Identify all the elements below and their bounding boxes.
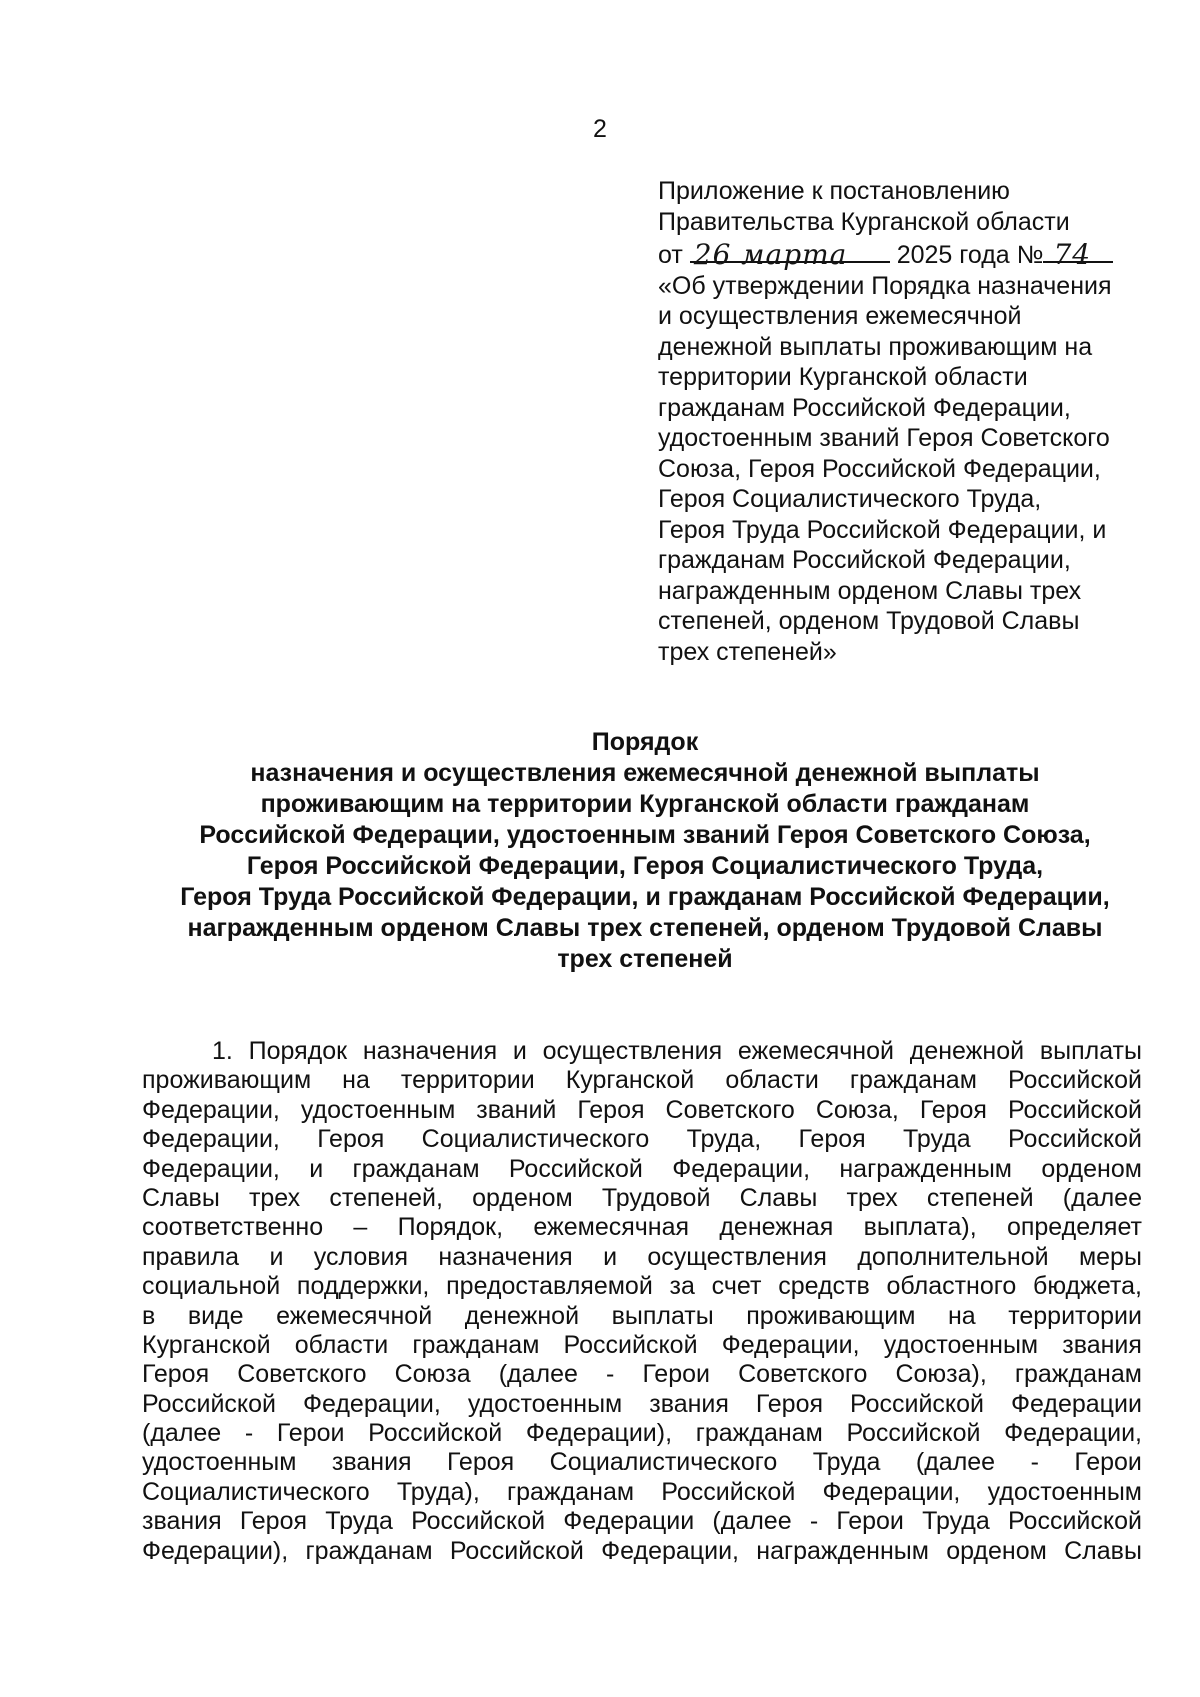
body-line-text <box>142 1390 1142 1419</box>
body-word: Славы <box>1064 1536 1142 1565</box>
body-line <box>142 1478 1142 1507</box>
body-line-text <box>142 1125 1142 1154</box>
body-line <box>142 1419 1142 1448</box>
body-word: Российской <box>411 1507 546 1536</box>
body-word: Российской <box>142 1389 276 1418</box>
body-word: проживающим <box>142 1066 312 1095</box>
body-word: выплата), <box>863 1213 977 1242</box>
body-word: степеней <box>926 1183 1034 1212</box>
body-word: (далее <box>915 1448 996 1477</box>
body-word: награжденным <box>756 1536 929 1565</box>
body-word: Порядок <box>248 1037 348 1065</box>
body-word: награжденным <box>839 1154 1012 1183</box>
body-line <box>142 1125 1142 1154</box>
title-line: Героя Труда Российской Федерации, и гражданам Российской Федерации, <box>180 883 1110 911</box>
body-word: (далее <box>498 1360 578 1389</box>
body-line <box>142 1331 1142 1360</box>
body-word: бюджета, <box>1033 1272 1142 1301</box>
body-word: и <box>309 1154 324 1183</box>
page-number: 2 <box>593 115 607 143</box>
appendix-line-2: Правительства Курганской области <box>658 207 1070 236</box>
body-word: осуществления <box>647 1242 827 1271</box>
body-line-text <box>142 1272 1142 1301</box>
body-word: осуществления <box>542 1037 723 1065</box>
appendix-subject-line: денежной выплаты проживающим на <box>658 332 1093 361</box>
body-word: виде <box>187 1301 244 1330</box>
body-word: звания <box>1062 1330 1142 1359</box>
body-word: Федерации, <box>672 1154 811 1183</box>
body-word: Труда <box>325 1507 393 1536</box>
body-word: - <box>244 1419 254 1448</box>
body-line <box>142 1272 1142 1301</box>
body-word: Героя <box>447 1448 515 1477</box>
body-word: и <box>512 1037 527 1065</box>
body-word: Российской <box>1007 1125 1142 1154</box>
body-line <box>142 1360 1142 1389</box>
body-word: Федерации, <box>142 1095 280 1124</box>
body-word: Российской <box>846 1419 981 1448</box>
body-word: Советского <box>665 1095 795 1124</box>
body-word: Социалистического <box>421 1125 650 1154</box>
body-word: областного <box>886 1272 1017 1301</box>
body-word: звания <box>331 1448 412 1477</box>
appendix-line-1: Приложение к постановлению <box>658 177 1010 205</box>
body-word: и <box>269 1242 284 1271</box>
body-word: Российской <box>1007 1095 1142 1124</box>
appendix-block <box>658 176 1178 667</box>
body-word: гражданам <box>305 1536 433 1565</box>
body-word: звания <box>142 1507 222 1536</box>
body-word: удостоенным <box>467 1389 623 1418</box>
body-word: Герои <box>836 1507 904 1536</box>
body-word: Российской <box>508 1154 643 1183</box>
body-word: гражданам <box>507 1477 635 1506</box>
body-line-text <box>142 1302 1142 1331</box>
body-word: (далее <box>1062 1183 1142 1212</box>
body-line <box>142 1096 1142 1125</box>
appendix-subject-line: территории Курганской области <box>658 363 1028 391</box>
body-word: Курганской <box>565 1066 695 1095</box>
body-word: (далее <box>142 1419 222 1448</box>
body-word: Герои <box>1074 1448 1142 1477</box>
body-word: Герои <box>276 1419 345 1448</box>
body-word: (далее <box>712 1507 792 1536</box>
body-word: удостоенным <box>300 1095 456 1124</box>
body-word: - <box>1030 1448 1039 1477</box>
appendix-subject-line: гражданам Российской Федерации, <box>658 546 1071 574</box>
body-line-text <box>142 1360 1142 1389</box>
body-word: средств <box>778 1272 870 1301</box>
body-word: - <box>606 1360 615 1389</box>
appendix-subject-line: Союза, Героя Российской Федерации, <box>658 454 1101 483</box>
appendix-subject-line: степеней, орденом Трудовой Славы <box>658 607 1080 635</box>
body-line-text <box>212 1037 1142 1066</box>
body-word: 1. <box>212 1037 233 1065</box>
document-title <box>120 727 1170 975</box>
body-line-text <box>142 1096 1142 1125</box>
body-word: Федерации, <box>142 1154 280 1183</box>
body-word: ежемесячной <box>737 1037 894 1065</box>
body-line <box>142 1037 1142 1066</box>
body-word: – <box>353 1213 368 1242</box>
body-word: Федерации), <box>142 1536 289 1565</box>
body-word: за <box>669 1272 695 1301</box>
body-word: гражданам <box>1014 1360 1142 1389</box>
body-word: территории <box>400 1066 535 1095</box>
body-word: Российской <box>449 1536 584 1565</box>
body-word: Федерации, <box>1004 1419 1142 1448</box>
body-word: орденом <box>1041 1154 1142 1183</box>
body-word: Славы <box>739 1183 818 1212</box>
body-word: Союза <box>394 1360 471 1389</box>
body-line-text <box>142 1066 1142 1095</box>
body-word: - <box>809 1507 819 1536</box>
handwritten-date: 26 марта <box>693 237 848 271</box>
handwritten-number: 74 <box>1053 237 1092 271</box>
body-line-text <box>142 1537 1142 1566</box>
body-word: назначения <box>438 1242 573 1271</box>
body-word: выплаты <box>1039 1037 1142 1065</box>
body-word: гражданам <box>695 1419 823 1448</box>
body-word: счет <box>711 1272 762 1301</box>
body-word: Героя <box>919 1095 987 1124</box>
appendix-subject-line: «Об утверждении Порядка назначения <box>658 271 1112 300</box>
body-line <box>142 1243 1142 1272</box>
body-line <box>142 1448 1142 1477</box>
title-line: назначения и осуществления ежемесячной денежной выплаты <box>250 759 1040 787</box>
body-word: Советского <box>237 1360 367 1389</box>
title-line: проживающим на территории Курганской области гражданам <box>260 790 1030 818</box>
body-line <box>142 1537 1142 1566</box>
body-word: гражданам <box>849 1066 977 1095</box>
body-word: ежемесячная <box>533 1213 690 1242</box>
body-word: Труда, <box>686 1125 762 1154</box>
body-word: денежной <box>464 1301 580 1330</box>
title-line: награжденным орденом Славы трех степеней, орденом Трудовой Славы <box>187 914 1103 942</box>
body-word: области <box>294 1330 389 1359</box>
body-word: Федерации), <box>525 1419 673 1448</box>
body-line <box>142 1213 1142 1242</box>
body-word: определяет <box>1006 1213 1142 1242</box>
body-word: Федерации, <box>142 1125 280 1154</box>
body-word: поддержки, <box>296 1272 430 1301</box>
body-word: орденом <box>946 1536 1047 1565</box>
body-line-text <box>142 1155 1142 1184</box>
body-word: выплаты <box>611 1301 714 1330</box>
body-word: Героя <box>239 1507 308 1536</box>
body-word: социальной <box>142 1272 281 1301</box>
body-word: Социалистического <box>142 1477 370 1506</box>
body-line-text <box>142 1184 1142 1213</box>
body-word: Федерации <box>1011 1389 1142 1418</box>
body-line <box>142 1507 1142 1536</box>
body-word: Федерации, <box>601 1536 739 1565</box>
body-word: Российской <box>563 1330 698 1359</box>
body-word: Федерации, <box>822 1477 961 1506</box>
body-word: Труда), <box>396 1477 480 1506</box>
body-word: Трудовой <box>601 1183 711 1212</box>
body-word: удостоенным <box>142 1448 297 1477</box>
body-word: денежной <box>909 1037 1025 1065</box>
body-word: орденом <box>472 1183 573 1212</box>
title-line: Российской Федерации, удостоенным званий Героя Советского Союза, <box>199 821 1091 849</box>
appendix-subject-line: удостоенным званий Героя Советского <box>658 424 1110 452</box>
body-word: трех <box>248 1183 301 1212</box>
body-line-text <box>142 1213 1142 1242</box>
body-word: Советского <box>738 1360 868 1389</box>
title-heading: Порядок <box>591 728 699 756</box>
body-word: Российской <box>368 1419 503 1448</box>
body-line-text <box>142 1448 1142 1477</box>
body-line <box>142 1184 1142 1213</box>
body-word: удостоенным <box>987 1477 1142 1506</box>
body-line-text <box>142 1507 1142 1536</box>
body-line <box>142 1066 1142 1095</box>
body-word: Российской <box>661 1477 796 1506</box>
body-word: соответственно <box>142 1213 324 1242</box>
appendix-date-line <box>658 237 1178 271</box>
title-line: Героя Российской Федерации, Героя Социалистического Труда, <box>246 852 1044 880</box>
body-word: Российской <box>850 1389 985 1418</box>
body-line-text <box>142 1331 1142 1360</box>
appendix-subject-line: гражданам Российской Федерации, <box>658 393 1071 422</box>
body-word: степеней, <box>329 1183 443 1212</box>
body-word: меры <box>1078 1242 1142 1271</box>
body-word: Порядок, <box>397 1213 504 1242</box>
date-prefix: от <box>658 241 683 269</box>
body-word: Союза, <box>815 1095 899 1124</box>
body-word: Федерации <box>563 1507 695 1536</box>
body-word: гражданам <box>412 1330 540 1359</box>
body-line <box>142 1390 1142 1419</box>
body-word: Курганской <box>142 1330 271 1359</box>
body-paragraph <box>142 1037 1142 1566</box>
body-word: удостоенным <box>883 1330 1039 1359</box>
body-word: Герои <box>642 1360 710 1389</box>
body-word: Федерации, <box>302 1389 441 1418</box>
appendix-subject-line: и осуществления ежемесячной <box>658 302 1022 330</box>
body-line-text <box>142 1243 1142 1272</box>
appendix-subject-line: трех степеней» <box>658 637 837 666</box>
body-line <box>142 1302 1142 1331</box>
body-word: Труда <box>922 1507 990 1536</box>
body-word: Героя <box>577 1095 645 1124</box>
body-word: Героя <box>798 1125 866 1154</box>
body-word: трех <box>846 1183 898 1212</box>
year-text: 2025 года № <box>896 241 1044 269</box>
number-blank <box>1043 237 1113 271</box>
title-line: трех степеней <box>557 945 733 973</box>
body-word: на <box>947 1301 976 1330</box>
body-word: области <box>725 1066 819 1095</box>
body-word: Российской <box>1007 1066 1142 1095</box>
body-word: Труда <box>903 1125 971 1154</box>
body-line-text <box>142 1419 1142 1448</box>
body-word: предоставляемой <box>446 1272 653 1301</box>
body-word: территории <box>1008 1301 1142 1330</box>
body-line <box>142 1155 1142 1184</box>
body-word: Социалистического <box>549 1448 778 1477</box>
body-word: проживающим <box>746 1301 916 1330</box>
body-word: гражданам <box>352 1154 480 1183</box>
body-word: в <box>142 1301 156 1330</box>
body-word: и <box>603 1242 618 1271</box>
body-word: Славы <box>142 1183 220 1212</box>
date-blank <box>690 237 890 271</box>
body-word: Героя <box>142 1360 210 1389</box>
body-word: Российской <box>1007 1507 1142 1536</box>
body-word: ежемесячной <box>276 1301 433 1330</box>
body-word: Федерации, <box>721 1330 860 1359</box>
body-word: Союза), <box>895 1360 987 1389</box>
body-word: дополнительной <box>857 1242 1049 1271</box>
body-word: правила <box>142 1242 240 1271</box>
body-word: на <box>342 1066 370 1095</box>
appendix-subject-line: Героя Труда Российской Федерации, и <box>658 515 1107 544</box>
body-word: звания <box>649 1389 729 1418</box>
body-word: званий <box>476 1095 557 1124</box>
body-word: условия <box>313 1242 409 1271</box>
body-word: денежная <box>719 1213 834 1242</box>
appendix-subject-line: Героя Социалистического Труда, <box>658 485 1042 513</box>
body-word: Труда <box>812 1448 881 1477</box>
body-word: Героя <box>317 1125 385 1154</box>
body-word: назначения <box>362 1037 498 1065</box>
body-word: Героя <box>755 1389 824 1418</box>
appendix-subject-line: награжденным орденом Славы трех <box>658 576 1082 605</box>
body-line-text <box>142 1478 1142 1507</box>
